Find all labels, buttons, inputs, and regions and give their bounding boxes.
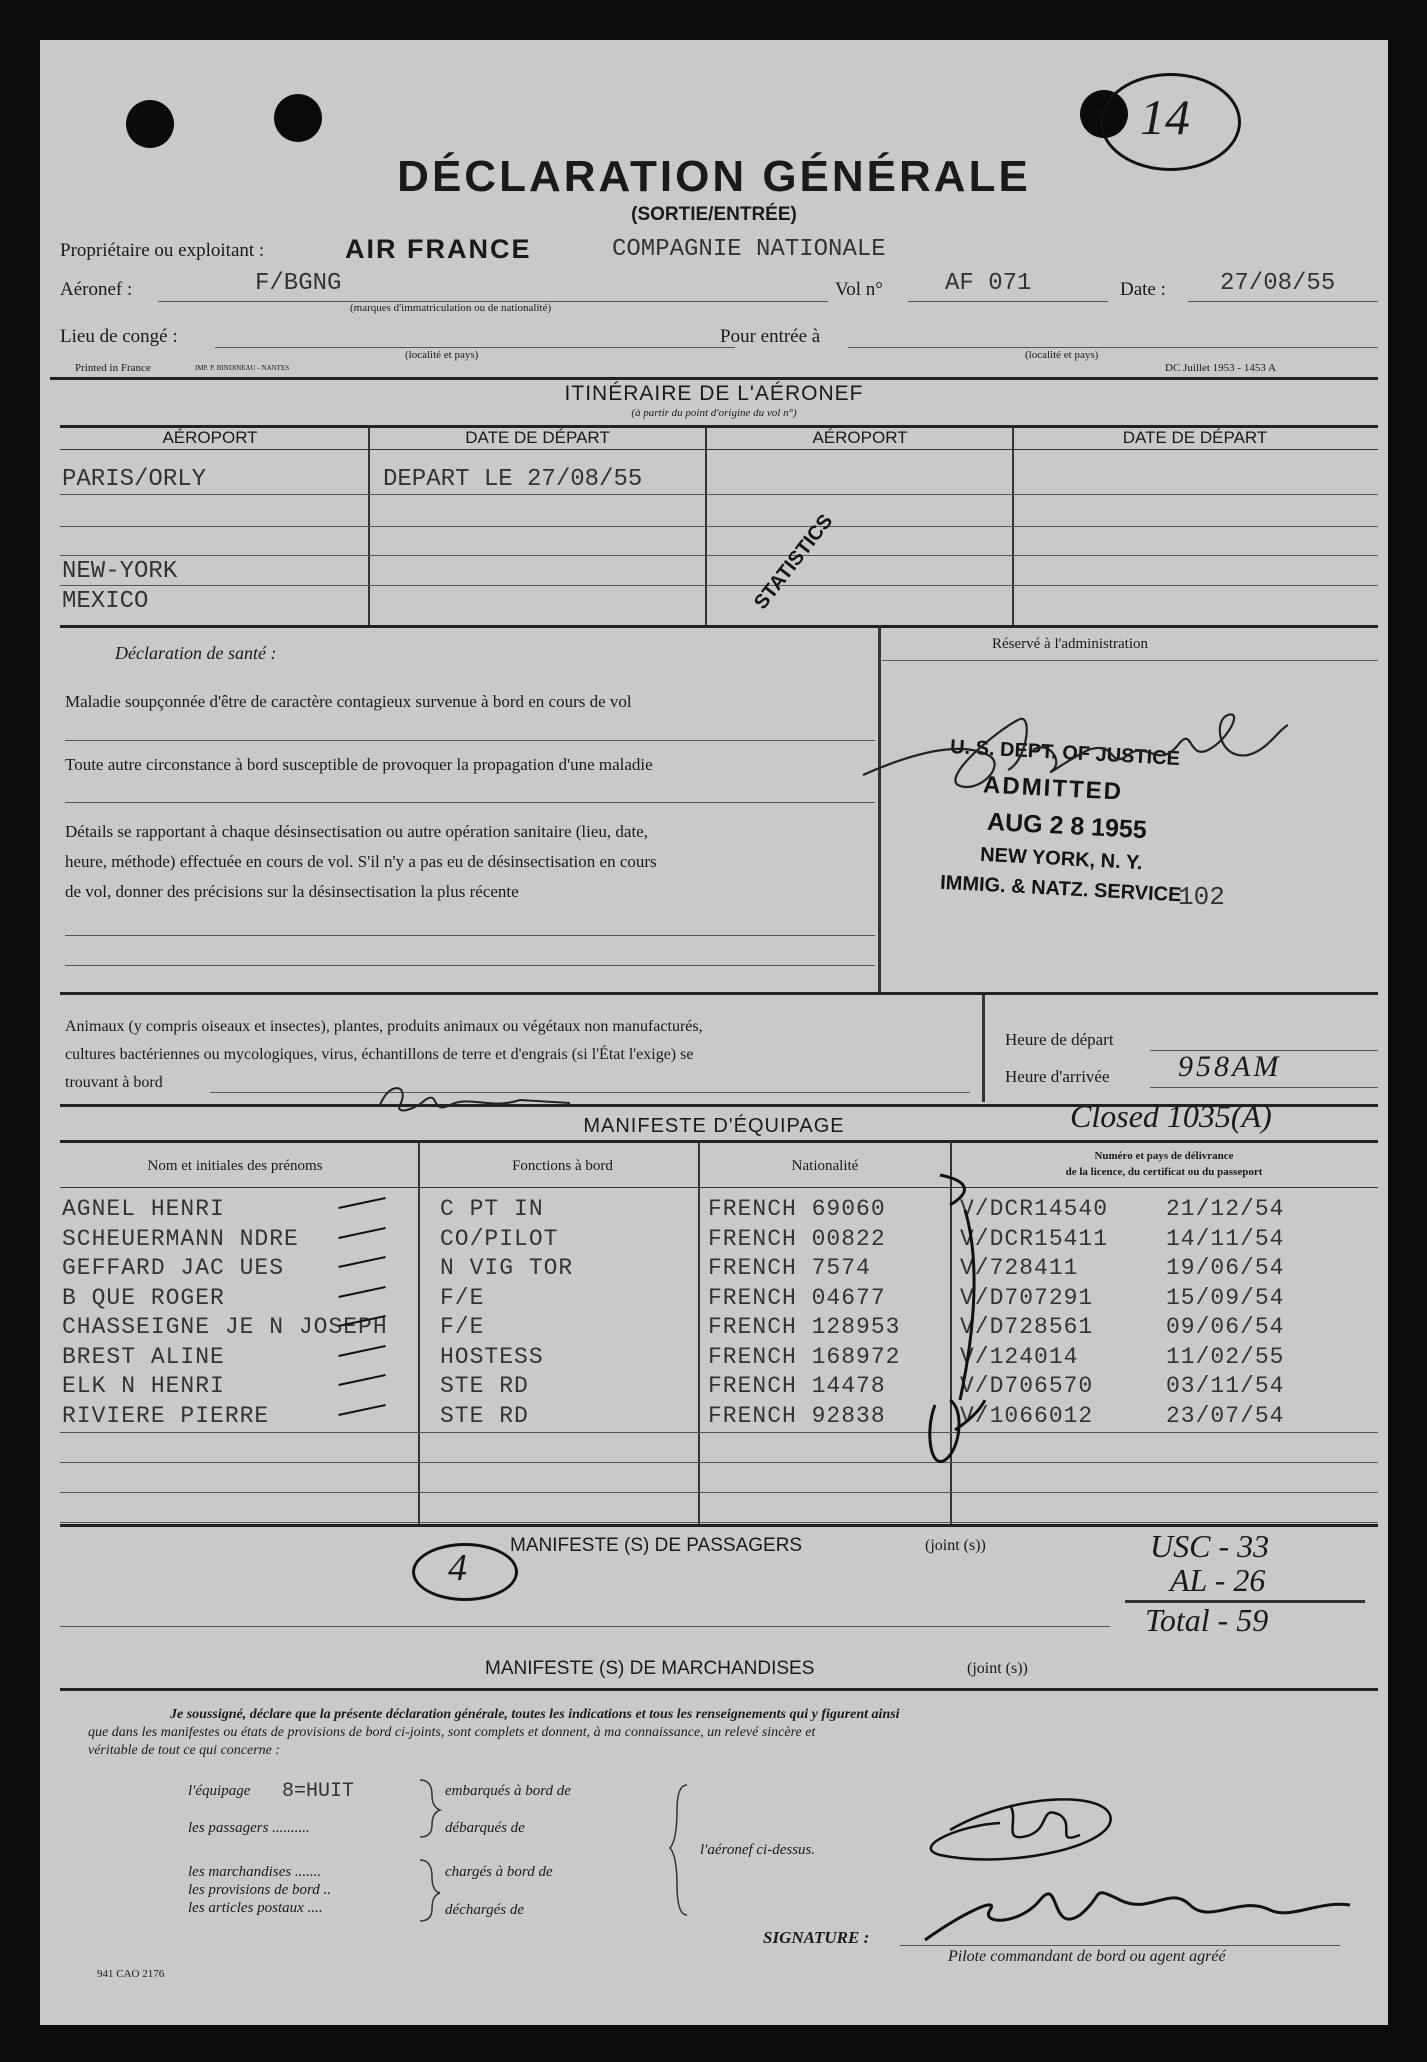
- tally-total: Total - 59: [1145, 1602, 1269, 1638]
- crew-check-mark: [338, 1404, 385, 1416]
- crew-col-function: Fonctions à bord: [512, 1158, 613, 1174]
- cargo-joint: (joint (s)): [967, 1660, 1028, 1677]
- cargo-title: MANIFESTE (S) DE MARCHANDISES: [485, 1658, 815, 1679]
- crew-title: MANIFESTE D'ÉQUIPAGE: [583, 1115, 845, 1137]
- stamp-line-3: AUG 2 8 1955: [986, 807, 1148, 845]
- crew-nationality: FRENCH 92838: [708, 1402, 886, 1429]
- postal-label: les articles postaux ....: [188, 1900, 323, 1916]
- punch-hole: [126, 100, 174, 148]
- crew-licence-date: 09/06/54: [1166, 1314, 1285, 1340]
- crew-licence: V/DCR15411: [960, 1225, 1109, 1252]
- health-line-3c: de vol, donner des précisions sur la désinsectisation la plus récente: [65, 882, 519, 901]
- crew-licence-date: 19/06/54: [1166, 1255, 1285, 1281]
- crew-licence: V/124014: [960, 1343, 1079, 1370]
- itin-departure: DEPART LE 27/08/55: [383, 466, 643, 493]
- crew-name: ELK N HENRI: [62, 1373, 225, 1399]
- statistics-stamp: STATISTICS: [750, 510, 838, 614]
- crew-nationality: FRENCH 04677: [708, 1284, 886, 1311]
- page-number: 14: [1140, 89, 1190, 145]
- crew-licence: V/D706570: [960, 1373, 1094, 1399]
- crew-nationality: FRENCH 69060: [708, 1196, 886, 1222]
- itin-stop-1: NEW-YORK: [62, 558, 178, 585]
- declaration-line-2: que dans les manifestes ou états de provisions de bord ci-joints, sont complets et donnent, à ma connaissance, un relevé sincère et: [88, 1725, 816, 1740]
- crew-label: l'équipage: [188, 1783, 251, 1799]
- crew-blank-row: [60, 1492, 1378, 1493]
- aircraft-note: (marques d'immatriculation ou de nationalité): [350, 302, 552, 314]
- crew-col-nationality: Nationalité: [791, 1158, 859, 1174]
- itin-col-date-2: DATE DE DÉPART: [1122, 428, 1268, 447]
- stamp-number: 102: [1178, 882, 1225, 912]
- animals-line-3: trouvant à bord: [65, 1074, 163, 1091]
- crew-col-licence-1: Numéro et pays de délivrance: [1094, 1150, 1234, 1162]
- crew-function: CO/PILOT: [440, 1225, 559, 1252]
- arrival-time-value: 958AM: [1178, 1050, 1282, 1083]
- crew-licence: V/1066012: [960, 1402, 1094, 1429]
- crew-licence-date: 15/09/54: [1166, 1284, 1285, 1311]
- crew-function: STE RD: [440, 1402, 529, 1429]
- crew-blank-row: [60, 1522, 1378, 1523]
- flight-value: AF 071: [945, 270, 1032, 297]
- tally-usc: USC - 33: [1150, 1528, 1270, 1564]
- crew-check-mark: [338, 1227, 385, 1239]
- date-value: 27/08/55: [1220, 270, 1336, 297]
- footer-code: 941 CAO 2176: [97, 1968, 165, 1980]
- departure-time-label: Heure de départ: [1005, 1030, 1114, 1049]
- crew-nationality: FRENCH 7574: [708, 1255, 871, 1281]
- crew-check-mark: [338, 1197, 385, 1209]
- health-line-3b: heure, méthode) effectuée en cours de vol. S'il n'y a pas eu de désinsectisation en cours: [65, 852, 657, 871]
- stamp-line-4: NEW YORK, N. Y.: [979, 843, 1144, 875]
- itinerary-subtitle: (à partir du point d'origine du vol n°): [631, 407, 797, 419]
- clearance-note: (localité et pays): [405, 349, 479, 361]
- provisions-label: les provisions de bord ..: [188, 1882, 332, 1898]
- signer-role: Pilote commandant de bord ou agent agréé: [948, 1948, 1226, 1965]
- crew-licence-date: 14/11/54: [1166, 1225, 1285, 1252]
- signature-label: SIGNATURE :: [763, 1928, 870, 1947]
- owner-label: Propriétaire ou exploitant :: [60, 240, 265, 261]
- passenger-count: 4: [448, 1547, 467, 1589]
- crew-nationality: FRENCH 168972: [708, 1343, 901, 1370]
- printed-in: Printed in France: [75, 362, 151, 374]
- aircraft-above-label: l'aéronef ci-dessus.: [700, 1842, 816, 1858]
- punch-hole: [274, 94, 322, 142]
- itin-col-airport-1: AÉROPORT: [162, 428, 258, 447]
- crew-licence: V/DCR14540: [960, 1196, 1109, 1222]
- stamp-line-2: ADMITTED: [982, 771, 1124, 806]
- itin-stop-2: MEXICO: [62, 588, 149, 615]
- passengers-joint: (joint (s)): [925, 1537, 986, 1554]
- official-signature: [858, 700, 1308, 810]
- crew-check-mark: [338, 1286, 385, 1298]
- form-subtitle: (SORTIE/ENTRÉE): [631, 204, 797, 225]
- date-label: Date :: [1120, 279, 1166, 300]
- admin-title: Réservé à l'administration: [992, 636, 1148, 652]
- crew-initials: [370, 1075, 590, 1125]
- crew-nationality: FRENCH 128953: [708, 1314, 901, 1340]
- health-line-2: Toute autre circonstance à bord susceptible de provoquer la propagation d'une maladie: [65, 755, 653, 774]
- crew-name: RIVIERE PIERRE: [62, 1402, 270, 1429]
- crew-nationality: FRENCH 00822: [708, 1225, 886, 1252]
- crew-licence: V/D728561: [960, 1314, 1094, 1340]
- itin-col-date-1: DATE DE DÉPART: [465, 428, 610, 447]
- animals-line-1: Animaux (y compris oiseaux et insectes), plantes, produits animaux ou végétaux non manufacturés,: [65, 1018, 703, 1035]
- health-line-1: Maladie soupçonnée d'être de caractère contagieux survenue à bord en cours de vol: [65, 692, 632, 711]
- crew-name: B QUE ROGER: [62, 1284, 225, 1311]
- crew-name: CHASSEIGNE JE N JOSEPH: [62, 1314, 388, 1340]
- arrival-time-label: Heure d'arrivée: [1005, 1067, 1110, 1086]
- crew-check-mark: [338, 1345, 385, 1357]
- crew-name: BREST ALINE: [62, 1343, 225, 1370]
- owner-typed: COMPAGNIE NATIONALE: [612, 236, 886, 263]
- crew-function: HOSTESS: [440, 1343, 544, 1370]
- clearance-label: Lieu de congé :: [60, 326, 178, 347]
- entry-note: (localité et pays): [1025, 349, 1099, 361]
- stamp-line-1: U. S. DEPT. OF JUSTICE: [949, 735, 1181, 771]
- crew-col-name: Nom et initiales des prénoms: [147, 1158, 323, 1174]
- crew-blank-row: [60, 1462, 1378, 1463]
- crew-licence-date: 23/07/54: [1166, 1402, 1285, 1429]
- crew-name: GEFFARD JAC UES: [62, 1255, 285, 1281]
- tally-al: AL - 26: [1170, 1562, 1266, 1598]
- health-line-3a: Détails se rapportant à chaque désinsectisation ou autre opération sanitaire (lieu, date,: [65, 822, 648, 841]
- form-ref: DC Juillet 1953 - 1453 A: [1165, 362, 1276, 374]
- animals-line-2: cultures bactériennes ou mycologiques, virus, échantillons de terre et d'engrais (si l'État l'exige) se: [65, 1046, 694, 1063]
- crew-bracket-mark: [920, 1160, 1000, 1490]
- passengers-title: MANIFESTE (S) DE PASSAGERS: [510, 1535, 803, 1556]
- crew-licence: V/D707291: [960, 1284, 1094, 1311]
- crew-function: F/E: [440, 1284, 485, 1311]
- disembarked-label: débarqués de: [445, 1820, 525, 1836]
- unloaded-label: déchargés de: [445, 1902, 524, 1918]
- itinerary-title: ITINÉRAIRE DE L'AÉRONEF: [564, 382, 864, 405]
- crew-nationality: FRENCH 14478: [708, 1373, 886, 1399]
- crew-licence-date: 03/11/54: [1166, 1373, 1285, 1399]
- crew-name: AGNEL HENRI: [62, 1196, 225, 1222]
- crew-function: F/E: [440, 1314, 485, 1340]
- crew-name: SCHEUERMANN NDRE: [62, 1225, 299, 1252]
- captain-signature: [890, 1775, 1370, 1950]
- loaded-label: chargés à bord de: [445, 1864, 553, 1880]
- bracket-right: [665, 1780, 695, 1920]
- health-title: Déclaration de santé :: [115, 643, 277, 663]
- flight-label: Vol n°: [835, 279, 883, 300]
- declaration-line-1: Je soussigné, déclare que la présente déclaration générale, toutes les indications et tous les renseignements qui y figurent ainsi: [170, 1707, 900, 1722]
- aircraft-label: Aéronef :: [60, 279, 133, 300]
- crew-function: N VIG TOR: [440, 1255, 574, 1281]
- itin-origin: PARIS/ORLY: [62, 466, 207, 493]
- crew-col-licence-2: de la licence, du certificat ou du passeport: [1065, 1166, 1263, 1178]
- declaration-line-3: véritable de tout ce qui concerne :: [88, 1743, 281, 1758]
- crew-function: STE RD: [440, 1373, 529, 1399]
- passengers-label: les passagers ..........: [188, 1820, 310, 1836]
- printer: IMP. P. BINDINEAU - NANTES: [195, 364, 290, 372]
- brackets-left: [410, 1775, 450, 1925]
- crew-check-mark: [338, 1256, 385, 1268]
- crew-licence-date: 21/12/54: [1166, 1196, 1285, 1222]
- crew-licence: V/728411: [960, 1255, 1079, 1281]
- entry-label: Pour entrée à: [720, 326, 821, 347]
- aircraft-value: F/BGNG: [255, 270, 342, 297]
- itin-col-airport-2: AÉROPORT: [812, 428, 908, 447]
- crew-function: C PT IN: [440, 1196, 544, 1222]
- owner-value: AIR FRANCE: [345, 234, 532, 264]
- stamp-line-5: IMMIG. & NATZ. SERVICE: [939, 871, 1182, 907]
- declaration-form: [40, 40, 1388, 2025]
- crew-blank-row: [60, 1432, 1378, 1433]
- goods-label: les marchandises .......: [188, 1864, 322, 1880]
- embarked-label: embarqués à bord de: [445, 1783, 571, 1799]
- form-title: DÉCLARATION GÉNÉRALE: [397, 152, 1031, 201]
- crew-annotation: Closed 1035(A): [1070, 1098, 1272, 1134]
- crew-check-mark: [338, 1374, 385, 1386]
- crew-count: 8=HUIT: [282, 1780, 355, 1803]
- crew-licence-date: 11/02/55: [1166, 1343, 1285, 1370]
